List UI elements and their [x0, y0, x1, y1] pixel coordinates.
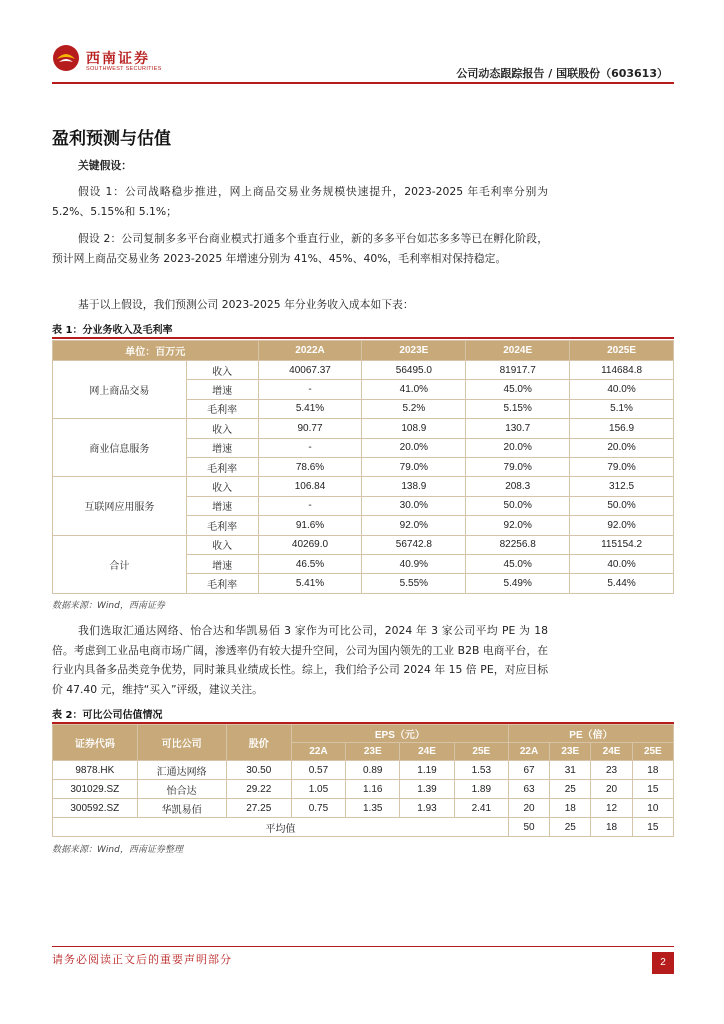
segment-name: 合计: [53, 535, 187, 593]
metric-value: 108.9: [362, 419, 466, 438]
metric-value: 82256.8: [466, 535, 570, 554]
avg-pe-value: 25: [550, 818, 591, 837]
page-header: [0, 0, 724, 90]
segment-name: 互联网应用服务: [53, 477, 187, 535]
metric-value: 20.0%: [466, 438, 570, 457]
eps-year-header: 23E: [346, 743, 400, 761]
pe-value: 25: [550, 780, 591, 799]
eps-value: 1.89: [454, 780, 508, 799]
eps-value: 0.57: [291, 761, 345, 780]
metric-value: 40067.37: [258, 361, 362, 380]
metric-value: 5.2%: [362, 399, 466, 418]
company-name: 华凯易佰: [137, 799, 226, 818]
year-header: 2022A: [258, 341, 362, 361]
table-row: [53, 780, 674, 799]
forecast-intro: 基于以上假设，我们预测公司 2023-2025 年分业务收入成本如下表：: [78, 298, 414, 311]
company-name: 汇通达网络: [137, 761, 226, 780]
metric-value: -: [258, 380, 362, 399]
unit-header: 单位：百万元: [53, 341, 259, 361]
pe-value: 67: [508, 761, 549, 780]
metric-label: 毛利率: [186, 516, 258, 535]
metric-value: 5.41%: [258, 399, 362, 418]
metric-value: 130.7: [466, 419, 570, 438]
metric-value: 5.44%: [570, 574, 674, 593]
metric-value: 50.0%: [466, 496, 570, 515]
metric-label: 收入: [186, 535, 258, 554]
eps-value: 1.19: [400, 761, 454, 780]
metric-label: 增速: [186, 496, 258, 515]
metric-value: 20.0%: [570, 438, 674, 457]
price-header: 股价: [226, 725, 291, 761]
metric-value: 79.0%: [466, 457, 570, 476]
metric-value: 5.55%: [362, 574, 466, 593]
metric-value: 114684.8: [570, 361, 674, 380]
metric-value: 208.3: [466, 477, 570, 496]
pe-value: 18: [550, 799, 591, 818]
metric-value: 156.9: [570, 419, 674, 438]
metric-value: -: [258, 496, 362, 515]
footer-divider: [52, 946, 674, 947]
pe-value: 20: [591, 780, 632, 799]
average-label: 平均值: [53, 818, 509, 837]
assumption-2: 假设 2：公司复制多多平台商业模式打通多个垂直行业，新的多多平台如芯多多等已在孵化阶段，预计网上商品交易业务 2023-2025 年增速分别为 41%、45%、40%，毛利率相对保持稳定。: [52, 232, 548, 265]
disclaimer-text: 请务必阅读正文后的重要声明部分: [52, 953, 232, 966]
pe-header: PE（倍）: [508, 725, 673, 743]
segment-name: 商业信息服务: [53, 419, 187, 477]
eps-value: 1.53: [454, 761, 508, 780]
stock-price: 30.50: [226, 761, 291, 780]
security-code: 300592.SZ: [53, 799, 138, 818]
eps-year-header: 24E: [400, 743, 454, 761]
metric-label: 增速: [186, 438, 258, 457]
metric-value: 312.5: [570, 477, 674, 496]
stock-price: 29.22: [226, 780, 291, 799]
metric-value: 79.0%: [570, 457, 674, 476]
company-header: 可比公司: [137, 725, 226, 761]
year-header: 2025E: [570, 341, 674, 361]
metric-value: 5.15%: [466, 399, 570, 418]
metric-value: 5.41%: [258, 574, 362, 593]
metric-value: 40269.0: [258, 535, 362, 554]
company-name: 怡合达: [137, 780, 226, 799]
pe-value: 18: [632, 761, 673, 780]
metric-value: 92.0%: [570, 516, 674, 535]
logo-subtext: SOUTHWEST SECURITIES: [86, 66, 162, 72]
table-row: [53, 799, 674, 818]
metric-value: 138.9: [362, 477, 466, 496]
comparable-companies-table: [52, 724, 674, 837]
table2-caption: 表 2：可比公司估值情况: [52, 710, 163, 721]
pe-year-header: 22A: [508, 743, 549, 761]
metric-value: 81917.7: [466, 361, 570, 380]
metric-value: 92.0%: [362, 516, 466, 535]
pe-value: 20: [508, 799, 549, 818]
metric-value: 92.0%: [466, 516, 570, 535]
metric-value: 46.5%: [258, 554, 362, 573]
pe-value: 23: [591, 761, 632, 780]
security-code: 9878.HK: [53, 761, 138, 780]
metric-value: 50.0%: [570, 496, 674, 515]
section-title: 盈利预测与估值: [52, 129, 171, 149]
metric-value: 106.84: [258, 477, 362, 496]
pe-year-header: 25E: [632, 743, 673, 761]
eps-value: 2.41: [454, 799, 508, 818]
metric-value: 78.6%: [258, 457, 362, 476]
code-header: 证券代码: [53, 725, 138, 761]
table1-rule: [52, 337, 674, 339]
metric-value: 56495.0: [362, 361, 466, 380]
pe-year-header: 23E: [550, 743, 591, 761]
metric-value: 45.0%: [466, 554, 570, 573]
table-row: [53, 361, 674, 380]
table2-source: 数据来源：Wind，西南证券整理: [52, 845, 183, 855]
eps-year-header: 25E: [454, 743, 508, 761]
metric-value: 40.0%: [570, 554, 674, 573]
eps-value: 1.39: [400, 780, 454, 799]
pe-value: 12: [591, 799, 632, 818]
metric-value: 45.0%: [466, 380, 570, 399]
metric-value: 56742.8: [362, 535, 466, 554]
table-row: [53, 761, 674, 780]
metric-label: 毛利率: [186, 457, 258, 476]
metric-value: -: [258, 438, 362, 457]
metric-label: 增速: [186, 380, 258, 399]
metric-value: 115154.2: [570, 535, 674, 554]
eps-value: 1.16: [346, 780, 400, 799]
avg-pe-value: 15: [632, 818, 673, 837]
metric-value: 41.0%: [362, 380, 466, 399]
year-header: 2024E: [466, 341, 570, 361]
table-row: [53, 419, 674, 438]
metric-value: 91.6%: [258, 516, 362, 535]
metric-label: 收入: [186, 419, 258, 438]
pe-value: 31: [550, 761, 591, 780]
metric-label: 收入: [186, 361, 258, 380]
logo-text: 西南证券: [86, 51, 150, 67]
eps-header: EPS（元）: [291, 725, 508, 743]
report-title: 公司动态跟踪报告 / 国联股份（603613）: [456, 67, 668, 80]
page-number: 2: [652, 952, 674, 974]
metric-label: 增速: [186, 554, 258, 573]
eps-year-header: 22A: [291, 743, 345, 761]
table1-source: 数据来源：Wind，西南证券: [52, 601, 165, 611]
metric-value: 40.0%: [570, 380, 674, 399]
pe-value: 10: [632, 799, 673, 818]
valuation-paragraph: 我们选取汇通达网络、怡合达和华凯易佰 3 家作为可比公司，2024 年 3 家公司平均 PE 为 18 倍。考虑到工业品电商市场广阔，渗透率仍有较大提升空间，公司为国内领先的工业 B2B 电商平台，在行业内具备多品类竞争优势，同时兼具业绩成长性。综上，我们给予公司 2024 年 15 倍 PE，对应目标价 47.40 元，维持“买入”评级，建议关注。: [52, 624, 548, 696]
header-divider: [52, 82, 674, 84]
eps-value: 0.75: [291, 799, 345, 818]
eps-value: 1.35: [346, 799, 400, 818]
avg-pe-value: 18: [591, 818, 632, 837]
eps-value: 1.93: [400, 799, 454, 818]
metric-value: 5.49%: [466, 574, 570, 593]
metric-value: 40.9%: [362, 554, 466, 573]
average-row: [53, 818, 674, 837]
metric-label: 收入: [186, 477, 258, 496]
metric-value: 5.1%: [570, 399, 674, 418]
key-assumptions-label: 关键假设：: [78, 159, 132, 172]
segment-name: 网上商品交易: [53, 361, 187, 419]
assumption-1: 假设 1：公司战略稳步推进，网上商品交易业务规模快速提升，2023-2025 年毛利率分别为 5.2%、5.15%和 5.1%；: [52, 185, 548, 218]
metric-value: 20.0%: [362, 438, 466, 457]
security-code: 301029.SZ: [53, 780, 138, 799]
stock-price: 27.25: [226, 799, 291, 818]
segment-revenue-table: [52, 340, 674, 594]
pe-year-header: 24E: [591, 743, 632, 761]
table-row: [53, 477, 674, 496]
eps-value: 0.89: [346, 761, 400, 780]
avg-pe-value: 50: [508, 818, 549, 837]
metric-label: 毛利率: [186, 574, 258, 593]
metric-value: 30.0%: [362, 496, 466, 515]
table-row: [53, 535, 674, 554]
eps-value: 1.05: [291, 780, 345, 799]
pe-value: 63: [508, 780, 549, 799]
metric-value: 90.77: [258, 419, 362, 438]
pe-value: 15: [632, 780, 673, 799]
logo-icon: [52, 44, 80, 72]
metric-value: 79.0%: [362, 457, 466, 476]
year-header: 2023E: [362, 341, 466, 361]
metric-label: 毛利率: [186, 399, 258, 418]
table1-caption: 表 1：分业务收入及毛利率: [52, 325, 173, 336]
